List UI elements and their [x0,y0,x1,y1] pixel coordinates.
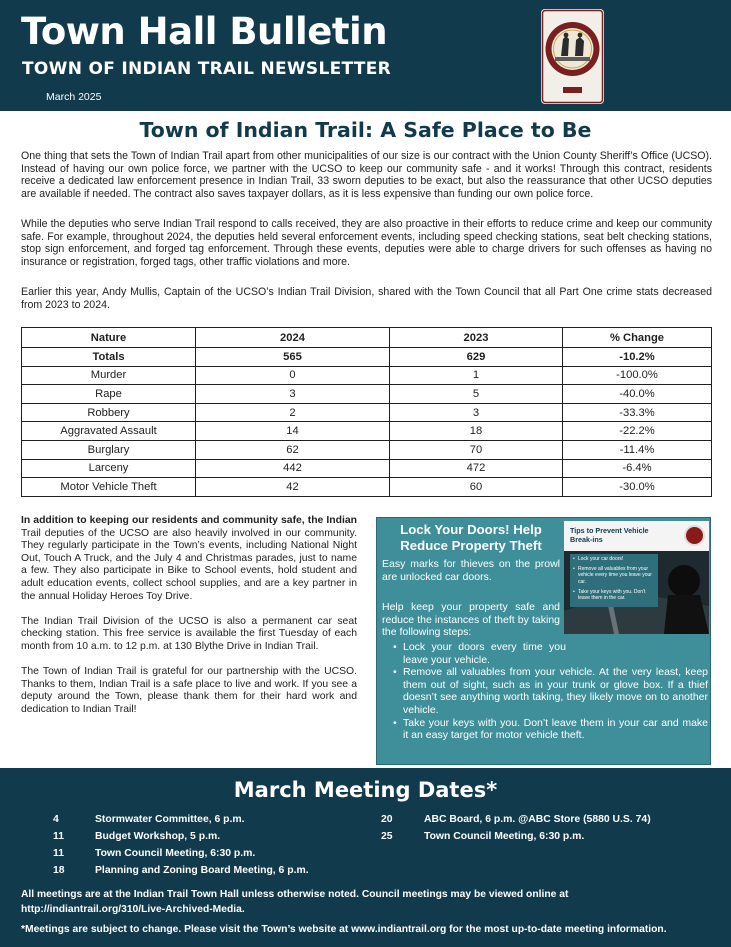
table-cell: Rape [22,385,196,404]
tip-item: • Lock your doors every time you leave your vehicle. [393,641,566,666]
table-cell: -33.3% [563,403,712,422]
table-cell: 3 [390,403,563,422]
community-paragraph: The Indian Trail Division of the UCSO is also a permanent car seat checking station. This free service is available the first Tuesday of each month from 10 a.m. to 12 p.m. at 130 Blythe Drive in Indian Trail. [21,615,357,652]
bullet-icon: • [393,641,397,653]
card-title: Tips to Prevent Vehicle Break-ins [570,526,649,544]
meeting-text: ABC Board, 6 p.m. @ABC Store (5880 U.S. 74) [424,814,651,825]
header-change: % Change [563,328,712,348]
table-cell: 0 [196,366,390,385]
table-cell: 565 [196,348,390,367]
table-cell: -30.0% [563,478,712,497]
table-cell: 14 [196,422,390,441]
table-row [22,403,712,422]
card-tip: • Remove all valuables from your vehicle every time you leave your car. [573,566,652,585]
table-row [22,422,712,441]
meeting-text: Budget Workshop, 5 p.m. [95,831,221,842]
card-tips-list [570,554,658,607]
table-cell: 2 [196,403,390,422]
meeting-day: 4 [53,814,59,825]
meeting-day: 11 [53,848,64,859]
tip-item: • Remove all valuables from your vehicle. At the very least, keep them out of sight, such as in your trunk or glove box. If a thief doesn’t see anything worth taking, they likely move on to another vehicle. [393,666,708,716]
table-row [22,459,712,478]
community-paragraph [21,515,357,603]
card-tip: • Take your keys with you. Don't leave them in the car. [573,588,646,602]
table-cell: -10.2% [563,348,712,367]
table-cell: Murder [22,366,196,385]
table-cell: Aggravated Assault [22,422,196,441]
masthead [0,0,731,111]
table-header-row [22,328,712,348]
sheriff-badge-icon [684,525,705,546]
article-paragraph: One thing that sets the Town of Indian Trail apart from other municipalities of our size is our contract with the Union County Sheriff’s Office (UCSO). Instead of having our own police force, we partner with the UCSO to keep our community safe - and it works! Through this contract, residents receive a dedicated law enforcement presence in Indian Trail, 33 sworn deputies to be exact, but also the reassurance that other UCSO deputies are available if needed. The contract also saves taxpayer dollars, as it is less expensive than funding our own police force. [21,150,712,200]
meetings-title: March Meeting Dates* [233,778,498,802]
meeting-day: 11 [53,831,64,842]
article-paragraph: While the deputies who serve Indian Trail respond to calls received, they are also proactive in their efforts to reduce crime and keep our community safe. For example, throughout 2024, the deputies held several enforcement events, including speed checking stations, seat belt checking stations, stop sign enforcement, and forged tag enforcement. Through these events, deputies were able to charge drivers for such offenses as having no insurance or registration, forged tags, other traffic violations and more. [21,218,712,268]
town-seal-logo [541,9,604,104]
table-cell: Motor Vehicle Theft [22,478,196,497]
meetings-change-note: *Meetings are subject to change. Please visit the Town’s website at www.indiantrail.org for the most up-to-date meeting information. [21,924,667,935]
article-headline: Town of Indian Trail: A Safe Place to Be [139,118,592,142]
table-cell: Larceny [22,459,196,478]
tip-item: • Take your keys with you. Don’t leave them in your car and make it an easy target for motor vehicle theft. [393,716,708,742]
table-cell: 60 [390,478,563,497]
newsletter-title: Town Hall Bulletin [21,10,388,53]
bullet-icon: • [393,716,397,729]
table-cell: 629 [390,348,563,367]
community-section [21,515,357,729]
table-cell: 70 [390,440,563,459]
meeting-text: Stormwater Committee, 6 p.m. [95,814,245,825]
table-cell: 1 [390,366,563,385]
bullet-icon: • [573,588,575,595]
meeting-text: Town Council Meeting, 6:30 p.m. [424,831,585,842]
meeting-day: 25 [381,831,393,842]
meetings-location-note: All meetings are at the Indian Trail Town Hall unless otherwise noted. Council meetings may be viewed online at http://indiantrail.org/310/Live-Archived-Media. [21,889,569,915]
table-cell: -11.4% [563,440,712,459]
table-row [22,366,712,385]
totals-row [22,348,712,367]
community-text: Trail deputies of the UCSO are also heavily involved in our community. They regularly participate in the Town’s events, including National Night Out, Touch A Truck, and the July 4 and Christmas parades, just to name a few. They also participate in Bike to School events, hold student and adult education events, collect school supplies, and are a key partner in the annual Holiday Heroes Toy Drive. [21,527,357,602]
tips-title: Lock Your Doors! Help Reduce Property Theft [400,522,542,553]
table-cell: Robbery [22,403,196,422]
tips-lead: Help keep your property safe and reduce the instances of theft by taking the following steps: [382,601,560,639]
table-cell: 5 [390,385,563,404]
meeting-text: Town Council Meeting, 6:30 p.m. [95,848,256,859]
table-cell: Burglary [22,440,196,459]
table-cell: Totals [22,348,196,367]
crime-stats-table [21,327,712,497]
meeting-day: 18 [53,865,65,876]
meeting-day: 20 [381,814,393,825]
community-paragraph: The Town of Indian Trail is grateful for our partnership with the UCSO. Thanks to them, Indian Trail is a safe place to live and work. If you see a deputy around the Town, please thank them for their hard work and dedication to Indian Trail! [21,666,357,715]
tips-list [382,641,708,742]
table-cell: 62 [196,440,390,459]
table-row [22,440,712,459]
card-tip: • Lock your car doors! [573,556,624,562]
table-cell: -22.2% [563,422,712,441]
header-2024: 2024 [196,328,390,348]
meetings-footer [0,768,731,947]
table-cell: 42 [196,478,390,497]
theft-tips-box [376,517,711,765]
tips-intro: Easy marks for thieves on the prowl are unlocked car doors. [382,558,560,583]
meeting-text: Planning and Zoning Board Meeting, 6 p.m. [95,865,309,876]
table-row [22,385,712,404]
bullet-icon: • [393,666,397,679]
table-cell: 442 [196,459,390,478]
newsletter-subtitle: TOWN OF INDIAN TRAIL NEWSLETTER [22,59,392,79]
table-cell: 3 [196,385,390,404]
table-cell: -40.0% [563,385,712,404]
article-paragraph: Earlier this year, Andy Mullis, Captain of the UCSO’s Indian Trail Division, shared with the Town Council that all Part One crime stats decreased from 2023 to 2024. [21,286,712,311]
table-cell: 472 [390,459,563,478]
table-cell: -100.0% [563,366,712,385]
table-row [22,478,712,497]
issue-date: March 2025 [46,91,102,103]
community-lead: In addition to keeping our residents and community safe, the Indian [21,515,357,526]
table-cell: -6.4% [563,459,712,478]
tips-infographic [564,521,709,634]
header-nature: Nature [22,328,196,348]
bullet-icon: • [573,566,575,573]
header-2023: 2023 [390,328,563,348]
table-cell: 18 [390,422,563,441]
bullet-icon: • [573,556,575,562]
